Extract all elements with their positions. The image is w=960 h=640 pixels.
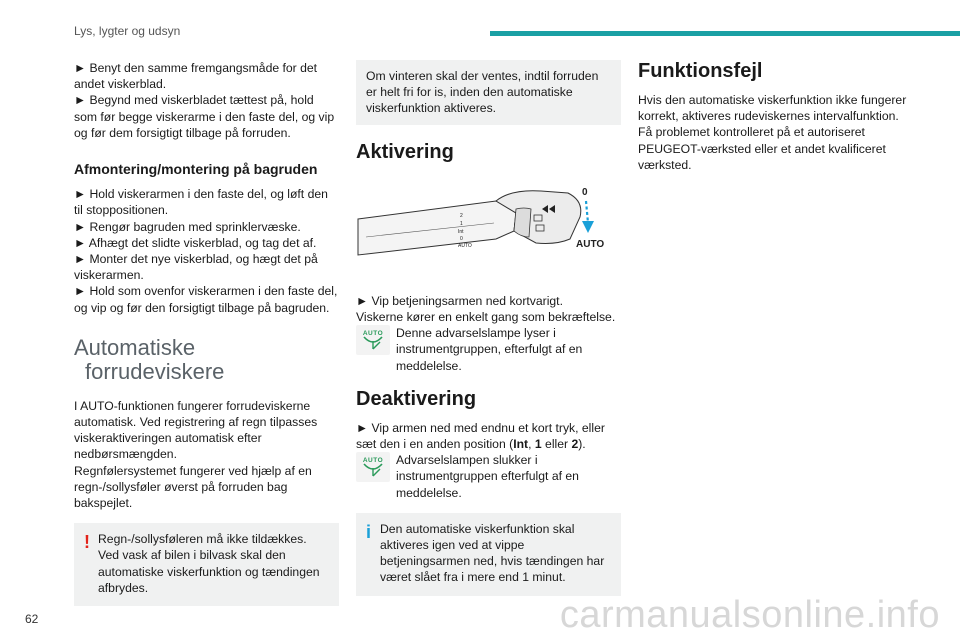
warning-icon: ! xyxy=(84,532,90,553)
column-3 xyxy=(638,60,908,173)
step-text: ► Hold viskerarmen i den faste del, og løft den til stoppositionen. xyxy=(74,187,328,218)
warning-text: Ved vask af bilen i bilvask skal den automatiske viskerfunktion og tændingen afbrydes. xyxy=(98,548,320,595)
warning-box xyxy=(74,523,339,606)
winter-note-box xyxy=(356,60,621,125)
lamp-text: Advarselslampen slukker i instrumentgruppen efterfulgt af en meddelelse. xyxy=(396,453,579,500)
body-paragraph: Regnfølersystemet fungerer ved hjælp af en regn-/sollysføler øverst på forruden bag bakspejlet. xyxy=(74,463,312,511)
stalk-position-label: 0 xyxy=(460,235,463,242)
watermark: carmanualsonline.info xyxy=(559,594,940,636)
column-1 xyxy=(74,60,339,606)
stalk-position-label: AUTO xyxy=(458,242,472,249)
activation-lamp-note xyxy=(356,325,621,374)
info-text: Den automatiske viskerfunktion skal aktiveres igen ved at vippe betjeningsarmen ned, hvis tændingen har været slået fra i mere end 1 minut. xyxy=(380,521,605,585)
down-arrow-icon xyxy=(582,221,594,233)
info-icon: i xyxy=(366,521,372,542)
step-fragment: ). xyxy=(578,437,586,452)
fault-heading: Funktionsfejl xyxy=(638,60,763,82)
activation-heading: Aktivering xyxy=(356,140,454,163)
stalk-position-label: 2 xyxy=(460,212,463,219)
step-text: ► Begynd med viskerbladet tættest på, hold som før begge viskerarme i den faste del, og vip og før dem forsigtigt tilbage på forruden. xyxy=(74,93,335,140)
auto-wipers-heading xyxy=(74,336,339,384)
heading-line: Automatiske xyxy=(74,334,196,360)
stalk-position-label: 1 xyxy=(460,220,463,227)
header-accent-bar xyxy=(490,31,960,36)
stalk-position-label: Int xyxy=(458,228,464,235)
warning-text: Regn-/sollysføleren må ikke tildækkes. xyxy=(98,532,307,547)
deactivation-heading: Deaktivering xyxy=(356,387,477,410)
auto-lamp-label: AUTO xyxy=(362,457,384,465)
stalk-bottom-label: AUTO xyxy=(576,238,605,250)
body-paragraph: I AUTO-funktionen fungerer forrudeviskerne automatisk. Ved registrering af regn tilpasses viskeraktiveringen automatisk efter nedbørsmængden. xyxy=(74,398,318,462)
body-paragraph: Få problemet kontrolleret på et autoriseret PEUGEOT-værksted eller et andet kvalificeret værksted. xyxy=(638,125,886,172)
step-fragment: ► Vip armen ned med endnu et kort tryk, eller sæt den i en anden position ( xyxy=(356,420,605,452)
position-1: 1 xyxy=(534,437,542,452)
step-fragment: eller xyxy=(541,437,572,452)
stalk-top-label: 0 xyxy=(582,186,588,198)
page-number: 62 xyxy=(25,612,39,626)
step-text: ► Afhægt det slidte viskerblad, og tag det af. xyxy=(74,235,317,250)
step-text xyxy=(356,420,621,452)
position-2: 2 xyxy=(571,437,579,452)
wiper-stalk-illustration xyxy=(356,179,621,279)
lamp-text: Denne advarselslampe lyser i instrumentgruppen, efterfulgt af en meddelelse. xyxy=(396,326,583,373)
body-paragraph: Hvis den automatiske viskerfunktion ikke fungerer korrekt, aktiveres rudeviskernes intervalfunktion. xyxy=(638,93,907,124)
auto-lamp-label: AUTO xyxy=(362,330,384,338)
step-text: Viskerne kører en enkelt gang som bekræftelse. xyxy=(356,310,616,325)
deactivation-lamp-note xyxy=(356,452,621,501)
column-2 xyxy=(356,60,621,596)
step-text: ► Rengør bagruden med sprinklervæske. xyxy=(74,219,301,234)
winter-note: Om vinteren skal der ventes, indtil forruden er helt fri for is, inden den automatiske viskerfunktion aktiveres. xyxy=(366,69,599,116)
step-text: ► Benyt den samme fremgangsmåde for det andet viskerblad. xyxy=(74,61,318,92)
auto-wiper-warning-lamp-icon xyxy=(356,452,390,482)
heading-line: forrudeviskere xyxy=(85,358,225,384)
section-header: Lys, lygter og udsyn xyxy=(74,24,181,38)
step-text: ► Monter det nye viskerblad, og hægt det på viskerarmen. xyxy=(74,252,318,283)
auto-wiper-warning-lamp-icon xyxy=(356,325,390,355)
step-fragment: , xyxy=(528,437,535,452)
position-int: Int xyxy=(513,437,529,452)
step-text: ► Vip betjeningsarmen ned kortvarigt. xyxy=(356,293,563,308)
rear-window-heading: Afmontering/montering på bagruden xyxy=(74,161,318,178)
step-text: ► Hold som ovenfor viskerarmen i den faste del, og vip og før den forsigtigt tilbage på bagruden. xyxy=(74,284,338,315)
info-box xyxy=(356,513,621,596)
